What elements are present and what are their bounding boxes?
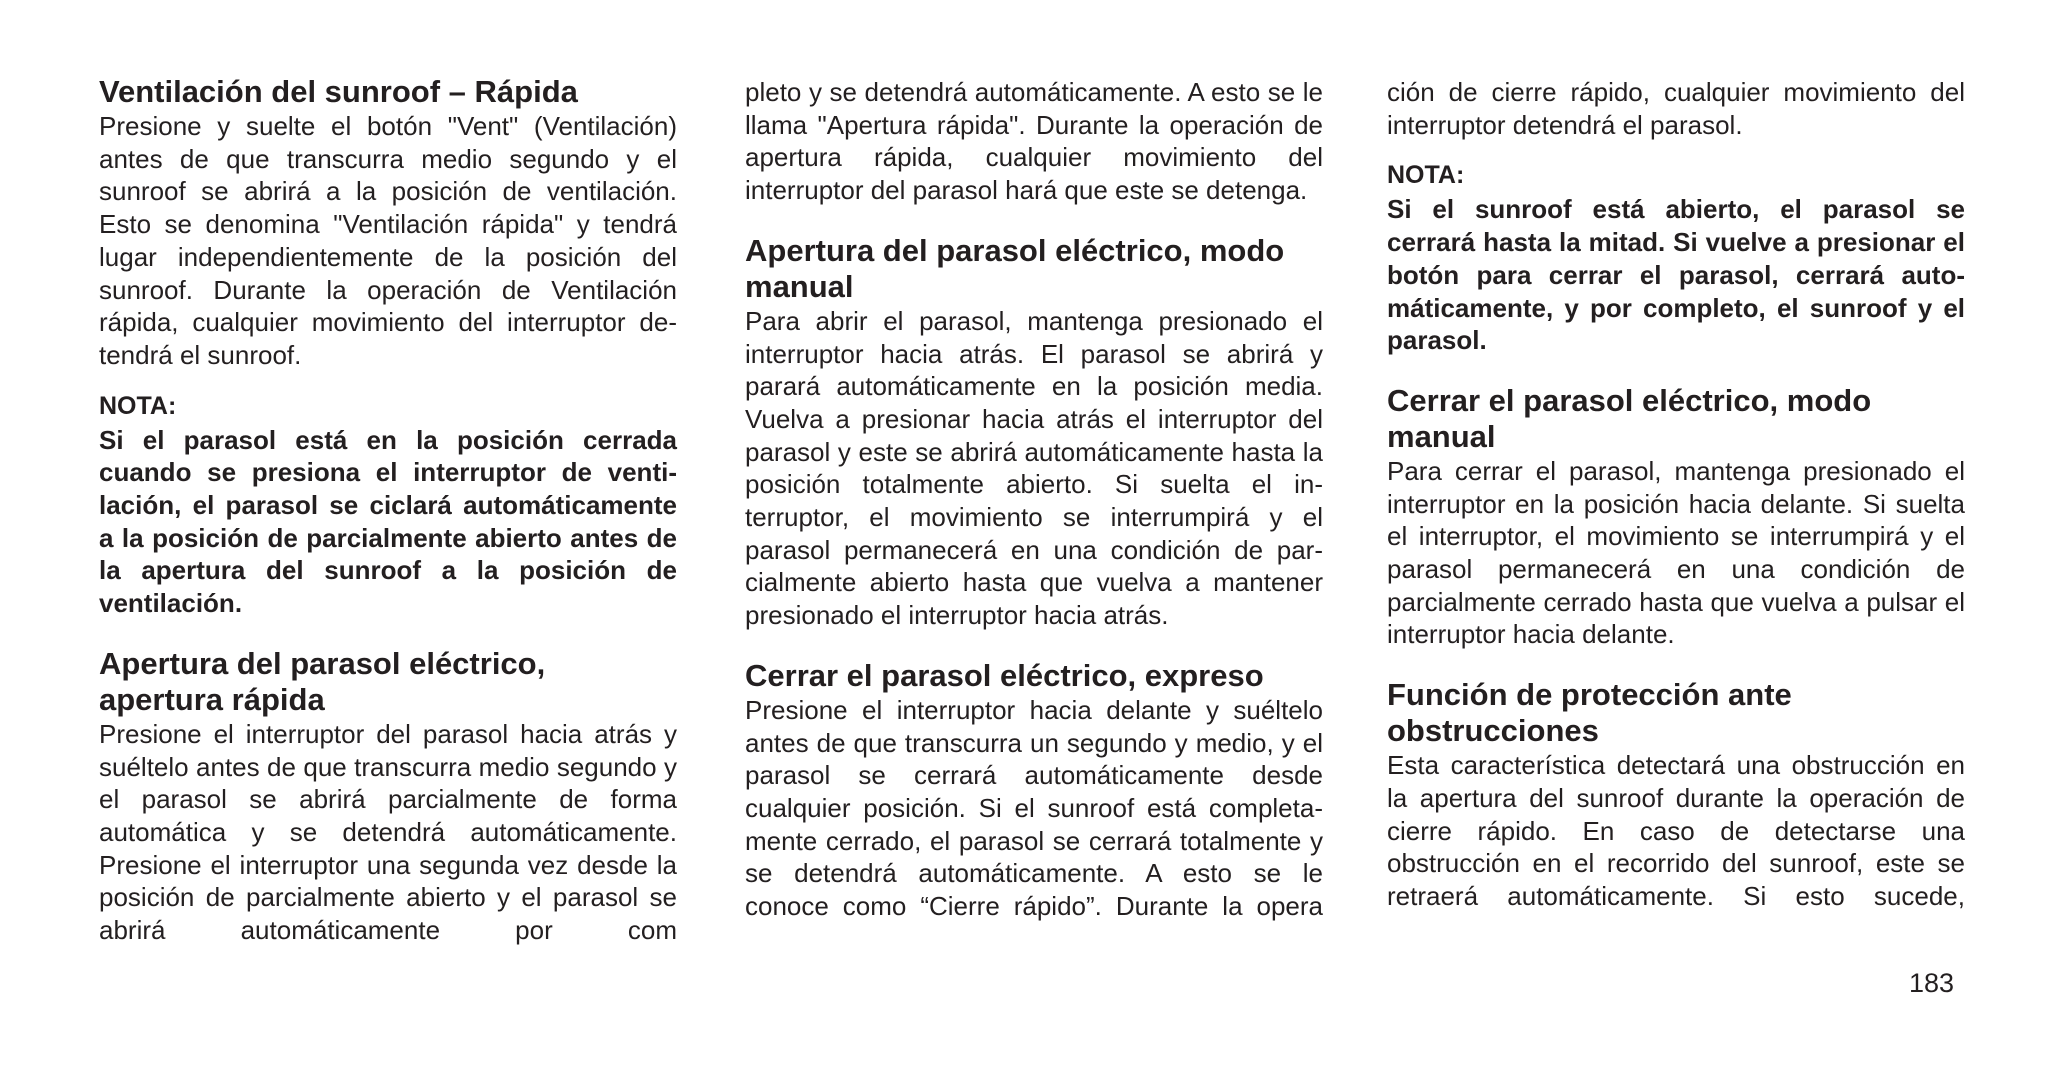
note-label: NOTA: [1387,161,1465,190]
page-number: 183 [1909,968,1955,998]
section-heading-cerrar-expreso: Cerrar el parasol eléctrico, expreso [745,657,1264,693]
paragraph-ventilacion-rapida: Presione y suelte el botón "Vent" (Ventilación) antes de que transcurra medio segundo y el sunroof se abrirá a la posición de ventilación. Esto se denomina "Ventilación rápida" y tendrá lugar independientemente de la posición del sunroof. Durante la operación de Ventilación rápida, cualquier movimiento del interruptor detendrá el sunroof. [99,111,677,370]
paragraph-cerrar-manual: Para cerrar el parasol, mantenga presionado el interruptor en la posición hacia delante. Si suelta el interruptor, el movimiento se interrumpirá y el parasol permanecerá en una condición de parcialmente cerrado hasta que vuelva a pulsar el interruptor hacia delante. [1387,455,1965,650]
column-left [99,74,677,947]
note-text-sunroof-abierto: Si el sunroof está abierto, el parasol se cerrará hasta la mitad. Si vuelve a presionar el botón para cerrar el parasol, cerrará automáticamente, y por completo, el sunroof y el parasol. [1387,194,1965,356]
paragraph-apertura-rapida-cont: pleto y se detendrá automáticamente. A esto se le llama "Apertura rápida". Durante la operación de apertura rápida, cualquier movimiento del interruptor del parasol hará que este se detenga. [745,77,1323,206]
paragraph-cierre-rapido-cont: ción de cierre rápido, cualquier movimiento del interruptor detendrá el parasol. [1387,77,1965,140]
section-heading-apertura-rapida: Apertura del parasol eléctrico, apertura rápida [99,645,546,717]
paragraph-cerrar-expreso: Presione el interruptor hacia delante y suéltelo antes de que transcurra un segundo y medio, y el parasol se cerrará automáticamente desde cualquier posición. Si el sunroof está completamente cerrado, el parasol se cerrará totalmente y se detendrá automáticamente. A esto se le conoce como “Cierre rápido”. Durante la opera [745,694,1323,922]
section-heading-cerrar-manual: Cerrar el parasol eléctrico, modo manual [1387,382,1872,454]
note-text-parasol-cerrado: Si el parasol está en la posición cerrada cuando se presiona el interruptor de ventilación, el parasol se ciclará automáticamente a la posición de parcialmente abierto antes de la apertura del sunroof a la posición de ventilación. [99,424,677,619]
paragraph-apertura-manual: Para abrir el parasol, mantenga presionado el interruptor hacia atrás. El parasol se abrirá y parará automáticamente en la posición media. Vuelva a presionar hacia atrás el interruptor del parasol y este se abrirá automáticamente hasta la posición totalmente abierto. Si suelta el interruptor, el movimiento se interrumpirá y el parasol permanecerá en una condición de parcialmente abierto hasta que vuelva a mantener presionado el interruptor hacia atrás. [745,305,1323,631]
note-label: NOTA: [99,391,177,420]
section-heading-proteccion-obstrucciones: Función de protección ante obstrucciones [1387,677,1792,749]
paragraph-apertura-rapida: Presione el interruptor del parasol hacia atrás y suéltelo antes de que transcurra medio segundo y el parasol se abrirá parcialmente de forma automática y se detendrá automáticamente. Presione el interruptor una segunda vez desde la posición de parcialmente abierto y el parasol se abrirá automáticamente por com [99,718,677,946]
section-heading-apertura-manual: Apertura del parasol eléctrico, modo manual [745,232,1285,304]
paragraph-proteccion-obstrucciones: Esta característica detectará una obstrucción en la apertura del sunroof durante la operación de cierre rápido. En caso de detectarse una obstrucción en el recorrido del sunroof, este se retraerá automáticamente. Si esto sucede, [1387,750,1965,911]
section-heading-ventilacion-rapida: Ventilación del sunroof – Rápida [99,74,578,109]
column-right [1387,76,1965,913]
column-middle [745,76,1323,923]
